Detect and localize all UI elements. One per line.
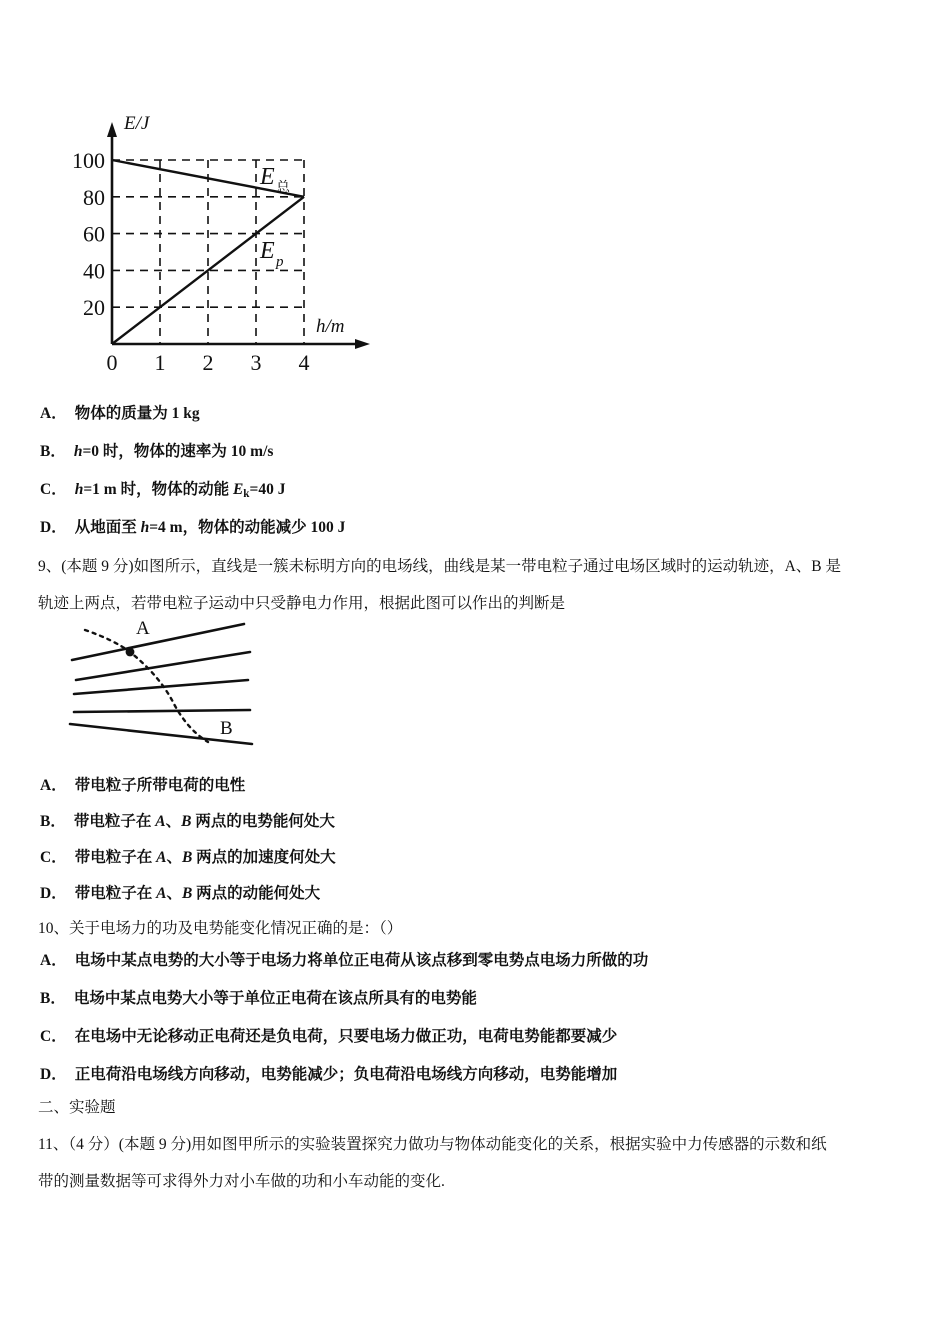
option-text: 带电粒子在 A、B 两点的电势能何处大 [73,813,335,830]
point-a-label: A [136,618,150,639]
svg-text:E: E [260,164,275,190]
option-label: B． [40,990,66,1007]
question9-option-b [40,812,335,832]
chart-y-axis-label: E/J [124,113,150,134]
svg-text:总: 总 [276,181,290,196]
option-text: 从地面至 h=4 m，物体的动能减少 100 J [74,519,346,536]
option-text: 电场中某点电势的大小等于电场力将单位正电荷从该点移到零电势点电场力所做的功 [74,952,649,969]
question8-option-b [40,442,273,462]
question10-option-b [40,989,477,1009]
question9-stem-line1: 9、(本题 9 分)如图所示，直线是一簇未标明方向的电场线，曲线是某一带电粒子通过电场区域时的运动轨迹，A、B 是 [38,558,841,575]
question9-option-c [40,848,336,868]
option-text: h=0 时，物体的速率为 10 m/s [73,443,274,460]
point-a-marker [126,648,135,657]
chart-ytick-60: 60 [83,221,105,247]
option-label: A． [40,952,67,969]
energy-vs-height-chart [60,92,400,374]
chart-xtick-4: 4 [298,350,310,374]
chart-xtick-1: 1 [154,350,166,374]
chart-xtick-2: 2 [202,350,214,374]
section-two-heading: 二、实验题 [38,1099,116,1116]
chart-xtick-3: 3 [250,350,262,374]
question8-option-a [40,404,200,424]
chart-x-axis-label: h/m [316,316,345,337]
option-label: C． [40,481,67,498]
chart-ytick-40: 40 [83,258,105,284]
option-text: 物体的质量为 1 kg [74,405,200,422]
option-label: D． [40,519,67,536]
chart-ytick-100: 100 [72,148,105,173]
point-b-label: B [220,718,233,739]
question9-option-d [40,884,320,904]
option-label: A． [40,405,67,422]
question9-stem-line2: 轨迹上两点，若带电粒子运动中只受静电力作用，根据此图可以作出的判断是 [38,595,566,612]
chart-ytick-20: 20 [83,295,105,321]
chart-x-axis [112,339,370,349]
option-label: D． [40,885,67,902]
question8-option-d [40,518,345,538]
option-text: 带电粒子所带电荷的电性 [74,777,246,794]
option-text: 在电场中无论移动正电荷还是负电荷，只要电场力做正功，电荷电势能都要减少 [74,1028,618,1045]
option-text: 正电荷沿电场线方向移动，电势能减少；负电荷沿电场线方向移动，电势能增加 [74,1066,618,1083]
option-text: h=1 m 时，物体的动能 $E_k=40$ J [74,481,286,501]
option-label: A． [40,777,67,794]
option-text: 电场中某点电势大小等于单位正电荷在该点所具有的电势能 [73,990,477,1007]
question10-option-c [40,1027,617,1047]
series-label-potential-energy [259,238,284,270]
option-text: 带电粒子在 A、B 两点的动能何处大 [74,885,321,902]
field-lines-trajectory-figure [52,612,322,762]
svg-text:p: p [276,254,284,270]
question9-option-a [40,776,245,796]
option-label: C． [40,1028,67,1045]
option-text: 带电粒子在 A、B 两点的加速度何处大 [74,849,336,866]
question11-line1: 11、（4 分）(本题 9 分)用如图甲所示的实验装置探究力做功与物体动能变化的关系，根据实验中力传感器的示数和纸 [38,1136,827,1153]
question8-option-c [40,480,285,504]
question10-option-a [40,951,648,971]
svg-text:E: E [260,238,275,264]
option-label: B． [40,443,66,460]
chart-ytick-80: 80 [83,184,105,210]
question10-option-d [40,1065,617,1085]
question10-stem: 10、关于电场力的功及电势能变化情况正确的是：（） [38,920,403,937]
option-label: C． [40,849,67,866]
option-label: B． [40,813,66,830]
option-label: D． [40,1066,67,1083]
question11-line2: 带的测量数据等可求得外力对小车做的功和小车动能的变化. [38,1173,445,1190]
chart-xtick-0: 0 [106,350,118,374]
